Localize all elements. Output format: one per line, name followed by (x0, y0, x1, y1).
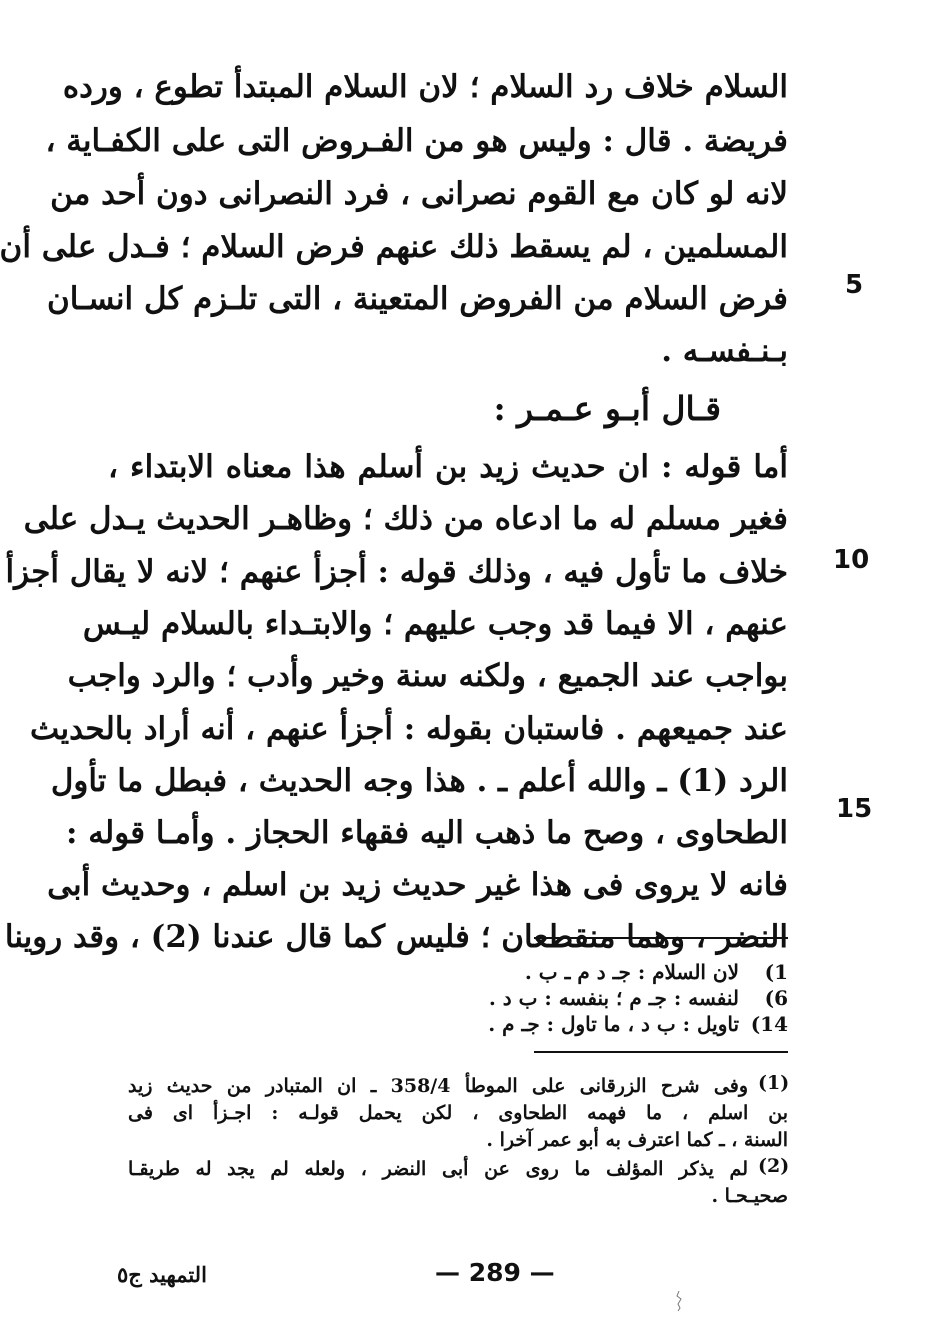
running-head: التمهيد ج٥ (117, 1262, 207, 1287)
variant-note (108, 984, 788, 1012)
text-line: عنهم ، الا فيما قد وجب عليهم ؛ والابتـداء بالسلام ليـس (82, 606, 788, 642)
separator-rule (534, 937, 788, 939)
text-line: فغير مسلم له ما ادعاه من ذلك ؛ وظاهـر الحديث يـدل على (23, 501, 788, 537)
variant-note (108, 958, 788, 986)
text-line: فرض السلام من الفروض المتعينة ، التى تلـزم كل انسـان (46, 281, 788, 317)
footnote-number: (2) (758, 1155, 790, 1177)
text-line: المسلمين ، لم يسقط ذلك عنهم فرض السلام ؛ فـدل على أن (0, 229, 788, 265)
variant-note-text: تاويل : ب د ، ما تاول : جـ م . (488, 1012, 740, 1036)
footnote-line: السنة ، ـ كما اعترف به أبو عمر آخرا . (486, 1129, 788, 1151)
footnote-line: بن اسلم ، ما فهمه الطحاوى ، لكن يحمل قولـه : اجـزأ اى فى (128, 1102, 788, 1124)
text-line: السلام خلاف رد السلام ؛ لان السلام المبتدأ تطوع ، ورده (62, 69, 788, 105)
text-line: بـنـفسـه . (661, 333, 788, 369)
footnote-number: (1) (758, 1072, 790, 1094)
variant-note-text: لنفسه : جـ م ؛ بنفسه : ب د . (488, 986, 740, 1010)
scan-mark-icon (672, 1290, 686, 1312)
variant-note-number: 14) (750, 1012, 788, 1036)
text-line: فانه لا يروى فى هذا غير حديث زيد بن اسلم ، وحديث أبى (47, 867, 788, 903)
footnote-line: وفى شرح الزرقانى على الموطأ 358/4 ـ ان المتبادر من حديث زيد (128, 1075, 748, 1097)
text-line: لانه لو كان مع القوم نصرانى ، فرد النصرانى دون أحد من (50, 176, 788, 212)
footnote-line: لم يذكر المؤلف ما روى عن أبى النضر ، ولعله لم يجد له طريقـا (128, 1158, 748, 1180)
text-line: النضر ، وهما منقطعان ؛ فليس كما قال عندنا (2) ، وقد روينا (4, 919, 788, 955)
text-line: خلاف ما تأول فيه ، وذلك قوله : أجزأ عنهم ؛ لانه لا يقال أجزأ (5, 554, 788, 590)
variant-note-number: 1) (764, 960, 788, 984)
line-number: 10 (833, 545, 870, 575)
text-line: فريضة . قال : وليس هو من الفـروض التى على الكفـاية ، (45, 123, 788, 159)
text-line: أما قوله : ان حديث زيد بن أسلم هذا معناه الابتداء ، (108, 449, 788, 485)
separator-rule (534, 1051, 788, 1053)
page-number: — 289 — (435, 1258, 555, 1287)
text-line: الطحاوى ، وصح ما ذهب اليه فقهاء الحجاز . وأمـا قوله : (65, 815, 788, 851)
text-line: عند جميعهم . فاستبان بقوله : أجزأ عنهم ، أنه أراد بالحديث (30, 711, 788, 747)
variant-note-text: لان السلام : جـ د م ـ ب . (524, 960, 740, 984)
variant-note-number: 6) (764, 986, 788, 1010)
variant-note (108, 1010, 788, 1038)
line-number: 15 (836, 794, 873, 824)
text-line: بواجب عند الجميع ، ولكنه سنة وخير وأدب ؛ والرد واجب (67, 658, 788, 694)
footnote-line: صحيـحـا . (711, 1185, 788, 1207)
text-line: الرد (1) ـ والله أعلم ـ . هذا وجه الحديث ، فبطل ما تأول (50, 763, 788, 799)
section-heading: قـال أبـو عـمـر : (493, 389, 721, 428)
line-number: 5 (845, 270, 864, 300)
